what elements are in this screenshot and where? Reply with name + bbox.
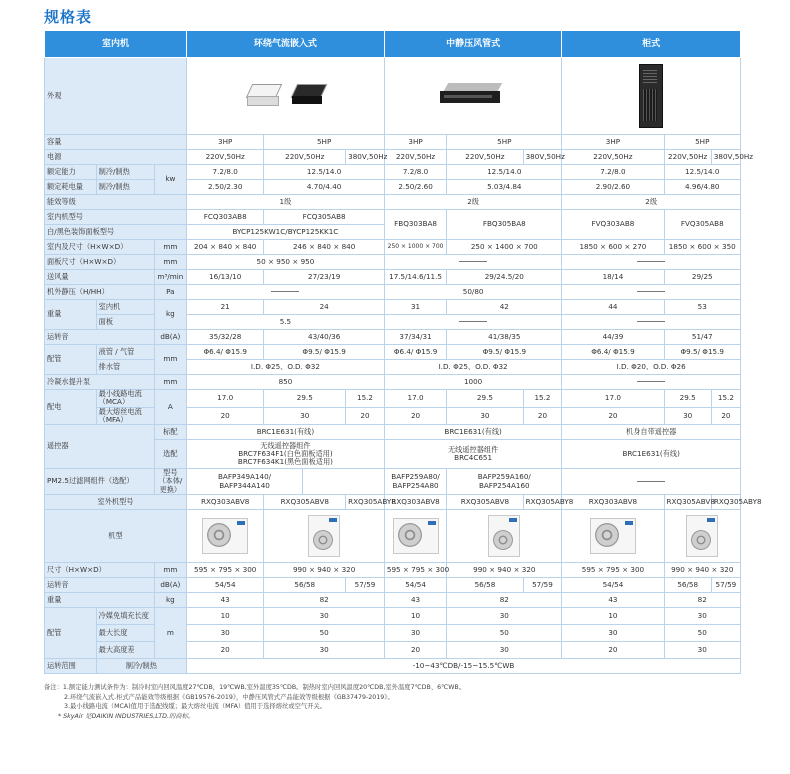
wiring-mfa-row (45, 407, 741, 425)
cell: 35/32/28 (186, 330, 263, 345)
cell (384, 255, 561, 270)
cell: 54/54 (384, 577, 446, 592)
weight-indoor-row (45, 300, 741, 315)
energy-grade-label: 能效等级 (45, 195, 187, 210)
cell: 30 (447, 641, 562, 658)
cell: 50/80 (384, 285, 561, 300)
cell: 54/54 (562, 577, 664, 592)
white-cassette-unit-image (245, 84, 281, 108)
capacity-row (45, 135, 741, 150)
footnote: * SkyAir 是DAIKIN INDUSTRIES,LTD.的商标。 (58, 712, 195, 720)
cell: 1000 (384, 375, 561, 390)
floor-image-cell (562, 58, 741, 135)
cell: 990 × 940 × 320 (447, 562, 562, 577)
footnotes (44, 683, 465, 721)
cell: 24 (264, 300, 384, 315)
cell: 1级 (186, 195, 384, 210)
cell: 2.50/2.30 (186, 180, 263, 195)
cell: FBQ305BA8 (447, 210, 562, 240)
cell: 220V,50Hz (562, 150, 664, 165)
cell: 30 (384, 624, 446, 641)
controller-sub-std: 标配 (154, 425, 186, 440)
outdoor-unit-image (686, 515, 718, 557)
cell: 12.5/14.0 (664, 165, 740, 180)
not-applicable-dash (637, 321, 665, 322)
cell: 44/39 (562, 330, 664, 345)
cell: FCQ305AB8 (264, 210, 384, 225)
not-applicable-dash (271, 291, 299, 292)
outdoor-noise-row (45, 577, 741, 592)
cell (562, 285, 741, 300)
outdoor-model-row (45, 494, 741, 509)
outdoor-image-label: 机型 (45, 509, 187, 562)
panel-size-label: 面板尺寸（H×W×D） (45, 255, 155, 270)
cell: 7.2/8.0 (562, 165, 664, 180)
cell: 无线遥控器组件 BRC4C651 (384, 440, 561, 469)
cell: 204 × 840 × 840 (186, 240, 263, 255)
unit: mm (154, 345, 186, 375)
outdoor-piping-sub-height: 最大高度差 (96, 641, 154, 658)
cell: 220V,50Hz (384, 150, 446, 165)
cell: 29.5 (447, 390, 523, 408)
rated-unit: kw (154, 165, 186, 195)
pump-row (45, 375, 741, 390)
cell: 5HP (264, 135, 384, 150)
range-row (45, 658, 741, 673)
cell: 30 (664, 641, 740, 658)
controller-label: 遥控器 (45, 425, 155, 469)
cell: 30 (562, 624, 664, 641)
panel-model-label: 白/黑色装饰面板型号 (45, 225, 187, 240)
cell: I.D. Φ25、O.D. Φ32 (384, 360, 561, 375)
cell: FBQ303BA8 (384, 210, 446, 240)
page-title: 规格表 (44, 8, 93, 26)
cell: Φ9.5/ Φ15.9 (447, 345, 562, 360)
cell: RXQ305ABY8 (523, 494, 562, 509)
cell: 43 (384, 592, 446, 607)
cell: 20 (384, 407, 446, 425)
cell: 82 (447, 592, 562, 607)
unit: kg (154, 300, 186, 330)
cell: BRC1E631(有线) (186, 425, 384, 440)
cell: 17.0 (562, 390, 664, 408)
not-applicable-dash (637, 481, 665, 482)
cell (562, 469, 741, 495)
cell: 50 × 950 × 950 (186, 255, 384, 270)
header-cassette: 环绕气流嵌入式 (186, 31, 384, 58)
unit: m³/min (154, 270, 186, 285)
cell: 2.90/2.60 (562, 180, 664, 195)
floor-unit-image (639, 64, 663, 128)
indoor-size-row (45, 240, 741, 255)
cell: 50 (264, 624, 384, 641)
airflow-row (45, 270, 741, 285)
indoor-size-label: 室内及尺寸（H×W×D） (45, 240, 155, 255)
cell: 27/23/19 (264, 270, 384, 285)
cell: 37/34/31 (384, 330, 446, 345)
cell (186, 285, 384, 300)
cell: 2.50/2.60 (384, 180, 446, 195)
cell: RXQ305ABY8 (346, 494, 385, 509)
weight-panel-row (45, 315, 741, 330)
outdoor-weight-row (45, 592, 741, 607)
cell: RXQ303ABV8 (186, 494, 263, 509)
cell: 15.2 (523, 390, 562, 408)
cell: 44 (562, 300, 664, 315)
rated-capacity-row (45, 165, 741, 180)
wiring-mca-row (45, 390, 741, 408)
unit: Pa (154, 285, 186, 300)
outdoor-piping-max-row (45, 624, 741, 641)
not-applicable-dash (637, 381, 665, 382)
unit: A (154, 390, 186, 425)
cell: BAFP259A80/ BAFP254A80 (384, 469, 446, 495)
capacity-label: 容量 (45, 135, 187, 150)
cell: I.D. Φ25、O.D. Φ32 (186, 360, 384, 375)
cell: 10 (384, 607, 446, 624)
cell: 10 (562, 607, 664, 624)
outdoor-size-row (45, 562, 741, 577)
indoor-model-row (45, 210, 741, 225)
cell: 850 (186, 375, 384, 390)
cell: 30 (264, 641, 384, 658)
cell: 30 (664, 407, 711, 425)
cell: BAFP349A140/ BAFP344A140 (186, 469, 302, 495)
unit: dB(A) (154, 330, 186, 345)
cell: 17.0 (384, 390, 446, 408)
cell: 380V,50Hz (523, 150, 562, 165)
cell: RXQ305ABY8 (711, 494, 740, 509)
cell: 220V,50Hz (186, 150, 263, 165)
cell: 990 × 940 × 320 (264, 562, 384, 577)
cell: 3HP (186, 135, 263, 150)
cell: 57/59 (346, 577, 385, 592)
outdoor-weight-label: 重量 (45, 592, 155, 607)
cell: 41/38/35 (447, 330, 562, 345)
cell: 82 (264, 592, 384, 607)
header-floor: 柜式 (562, 31, 741, 58)
cell: 31 (384, 300, 446, 315)
outdoor-size-label: 尺寸（H×W×D） (45, 562, 155, 577)
piping-sub-liquid: 液管 / 气管 (96, 345, 154, 360)
cell: 990 × 940 × 320 (664, 562, 740, 577)
rated-power-sub: 制冷/制热 (96, 180, 154, 195)
noise-row (45, 330, 741, 345)
outdoor-piping-label: 配管 (45, 607, 97, 658)
footnote: 备注：1.额定能力测试条件为：制冷时室内回风温度27℃DB，19℃WB,室外温度35℃DB。制热时室内回风温度20℃DB,室外温度7℃DB、6℃WB。 (44, 684, 466, 691)
cell: 220V,50Hz (447, 150, 523, 165)
cell: -10~43℃DB/-15~15.5℃WB (186, 658, 740, 673)
cell: 12.5/14.0 (447, 165, 562, 180)
outdoor-unit-image (202, 518, 248, 554)
duct-unit-image (440, 83, 506, 109)
wiring-sub-mfa: 最大熔丝电流（MFA） (96, 407, 154, 425)
cell: BYCP125KW1C/BYCP125KK1C (186, 225, 384, 240)
cell: I.D. Φ20、O.D. Φ26 (562, 360, 741, 375)
cell: 57/59 (523, 577, 562, 592)
pm25-label: PM2.5过滤网组件（选配） (45, 469, 155, 495)
cell: 20 (523, 407, 562, 425)
static-pressure-label: 机外静压（H/HH） (45, 285, 155, 300)
power-row (45, 150, 741, 165)
cell: 42 (447, 300, 562, 315)
weight-sub-panel: 面板 (96, 315, 154, 330)
cell: RXQ305ABV8 (447, 494, 523, 509)
range-sub: 制冷/制热 (96, 658, 186, 673)
cell (447, 509, 562, 562)
cell: 3HP (562, 135, 664, 150)
cell: 56/58 (264, 577, 346, 592)
cell: 380V,50Hz (711, 150, 740, 165)
header-duct: 中静压风管式 (384, 31, 561, 58)
cell: 20 (186, 641, 263, 658)
piping-sub-drain: 排水管 (96, 360, 154, 375)
cell: 29.5 (664, 390, 711, 408)
cell (562, 315, 741, 330)
black-cassette-unit-image (290, 84, 326, 108)
piping-liquid-row (45, 345, 741, 360)
cell: 250 × 1400 × 700 (447, 240, 562, 255)
cell: Φ9.5/ Φ15.9 (664, 345, 740, 360)
cell: 30 (186, 624, 263, 641)
header-indoor: 室内机 (45, 31, 187, 58)
cell: 30 (664, 607, 740, 624)
cell: 29/24.5/20 (447, 270, 562, 285)
cell: 15.2 (346, 390, 385, 408)
cell: 15.2 (711, 390, 740, 408)
cell: 12.5/14.0 (264, 165, 384, 180)
footnote: 2.环绕气流嵌入式.柜式产品能效等级根据《GB19576-2019》，中静压风管式产品能效等级根据《GB37479-2019》。 (64, 693, 394, 701)
cell: 29.5 (264, 390, 346, 408)
cell: 50 (447, 624, 562, 641)
pm25-sub: 型号（本体/更换） (154, 469, 186, 495)
cell: Φ6.4/ Φ15.9 (562, 345, 664, 360)
controller-std-row (45, 425, 741, 440)
outdoor-unit-image (488, 515, 520, 557)
cell: 29/25 (664, 270, 740, 285)
wiring-label: 配电 (45, 390, 97, 425)
outdoor-model-label: 室外机型号 (45, 494, 187, 509)
cell: 30 (264, 407, 346, 425)
not-applicable-dash (637, 261, 665, 262)
not-applicable-dash (637, 291, 665, 292)
outdoor-piping-sub-max: 最大长度 (96, 624, 154, 641)
cell: 5.03/4.84 (447, 180, 562, 195)
cell: 16/13/10 (186, 270, 263, 285)
cell: 53 (664, 300, 740, 315)
cell: Φ6.4/ Φ15.9 (186, 345, 263, 360)
cell (264, 509, 384, 562)
unit: mm (154, 240, 186, 255)
outdoor-noise-label: 运转音 (45, 577, 155, 592)
power-label: 电源 (45, 150, 187, 165)
range-label: 运转范围 (45, 658, 97, 673)
outdoor-unit-image (590, 518, 636, 554)
cell (664, 509, 740, 562)
cell: 246 × 840 × 840 (264, 240, 384, 255)
cell: 10 (186, 607, 263, 624)
indoor-model-label: 室内机型号 (45, 210, 187, 225)
cell: 380V,50Hz (346, 150, 385, 165)
cell: 5HP (664, 135, 740, 150)
pump-label: 冷凝水提升泵 (45, 375, 155, 390)
cassette-images (186, 58, 384, 135)
cell: 50 (664, 624, 740, 641)
appearance-row (45, 58, 741, 135)
cell: 2级 (562, 195, 741, 210)
duct-image-cell (384, 58, 561, 135)
unit: m (154, 607, 186, 658)
energy-grade-row (45, 195, 741, 210)
cell: 220V,50Hz (664, 150, 711, 165)
cell: 220V,50Hz (264, 150, 346, 165)
cell: 3HP (384, 135, 446, 150)
cell: 20 (384, 641, 446, 658)
outdoor-unit-image (393, 518, 439, 554)
cell (562, 255, 741, 270)
cell: 18/14 (562, 270, 664, 285)
cell: 43 (562, 592, 664, 607)
cell: 30 (264, 607, 384, 624)
cell: 250 × 1000 × 700 (384, 240, 446, 255)
not-applicable-dash (459, 321, 487, 322)
panel-size-row (45, 255, 741, 270)
cell (186, 509, 263, 562)
outdoor-unit-image (308, 515, 340, 557)
rated-power-label: 额定耗电量 (45, 180, 97, 195)
static-pressure-row (45, 285, 741, 300)
cell: 595 × 795 × 300 (562, 562, 664, 577)
cell: 82 (664, 592, 740, 607)
not-applicable-dash (459, 261, 487, 262)
controller-sub-opt: 选配 (154, 440, 186, 469)
outdoor-piping-sub-free: 冷媒免填充长度 (96, 607, 154, 624)
footnote: 3.最小线路电流（MCA)值用于选配线缆；最大熔丝电流（MFA）值用于选择熔丝或空气开关。 (64, 703, 327, 711)
pm25-row (45, 469, 741, 495)
rated-capacity-label: 额定能力 (45, 165, 97, 180)
cell: RXQ305ABV8 (264, 494, 346, 509)
noise-label: 运转音 (45, 330, 155, 345)
cell: 机身自带遥控器 (562, 425, 741, 440)
cell: 5HP (447, 135, 562, 150)
outdoor-piping-free-row (45, 607, 741, 624)
cell: 21 (186, 300, 263, 315)
cell: 4.70/4.40 (264, 180, 384, 195)
cell: 43 (186, 592, 263, 607)
cell: 7.2/8.0 (186, 165, 263, 180)
cell: FCQ303AB8 (186, 210, 263, 225)
cell: BAFP259A160/ BAFP254A160 (447, 469, 562, 495)
appearance-label: 外观 (45, 58, 187, 135)
unit: mm (154, 375, 186, 390)
cell: FVQ305AB8 (664, 210, 740, 240)
spec-table (44, 30, 762, 674)
rated-capacity-sub: 制冷/制热 (96, 165, 154, 180)
unit: dB(A) (154, 577, 186, 592)
cell (384, 509, 446, 562)
cell: 43/40/36 (264, 330, 384, 345)
cell: 17.0 (186, 390, 263, 408)
cell: 1850 × 600 × 270 (562, 240, 664, 255)
cell: 54/54 (186, 577, 263, 592)
wiring-sub-mca: 最小线路电流（MCA） (96, 390, 154, 408)
cell: 2级 (384, 195, 561, 210)
cell: 30 (447, 607, 562, 624)
cell: 17.5/14.6/11.5 (384, 270, 446, 285)
cell: 5.5 (186, 315, 384, 330)
cell (303, 469, 385, 495)
piping-label: 配管 (45, 345, 97, 375)
cell: 1850 × 600 × 350 (664, 240, 740, 255)
cell: RXQ303ABV8 (384, 494, 446, 509)
cell: 20 (562, 641, 664, 658)
rated-power-row (45, 180, 741, 195)
cell: 20 (711, 407, 740, 425)
cell: Φ6.4/ Φ15.9 (384, 345, 446, 360)
header-row (45, 31, 741, 58)
cell: RXQ303ABV8 (562, 494, 664, 509)
cell: 595 × 795 × 300 (384, 562, 446, 577)
outdoor-image-row (45, 509, 741, 562)
cell: 595 × 795 × 300 (186, 562, 263, 577)
unit: mm (154, 562, 186, 577)
cell (562, 509, 664, 562)
piping-drain-row (45, 360, 741, 375)
cell: 4.96/4.80 (664, 180, 740, 195)
cell: RXQ305ABV8 (664, 494, 711, 509)
cell: 51/47 (664, 330, 740, 345)
outdoor-piping-height-row (45, 641, 741, 658)
cell: 56/58 (664, 577, 711, 592)
cell: 30 (447, 407, 523, 425)
unit: kg (154, 592, 186, 607)
cell: 20 (346, 407, 385, 425)
cell: 20 (186, 407, 263, 425)
cell (384, 315, 561, 330)
unit: mm (154, 255, 186, 270)
cell (562, 375, 741, 390)
cell: 7.2/8.0 (384, 165, 446, 180)
cell: 56/58 (447, 577, 523, 592)
cell: Φ9.5/ Φ15.9 (264, 345, 384, 360)
cell: 20 (562, 407, 664, 425)
weight-label: 重量 (45, 300, 97, 330)
airflow-label: 送风量 (45, 270, 155, 285)
cell: 57/59 (711, 577, 740, 592)
cell: BRC1E631(有线) (562, 440, 741, 469)
cell: BRC1E631(有线) (384, 425, 561, 440)
weight-sub-indoor: 室内机 (96, 300, 154, 315)
cell: 无线遥控器组件 BRC7F634F1(白色面板适用) BRC7F634K1(黑色面板适用) (186, 440, 384, 469)
cell: FVQ303AB8 (562, 210, 664, 240)
